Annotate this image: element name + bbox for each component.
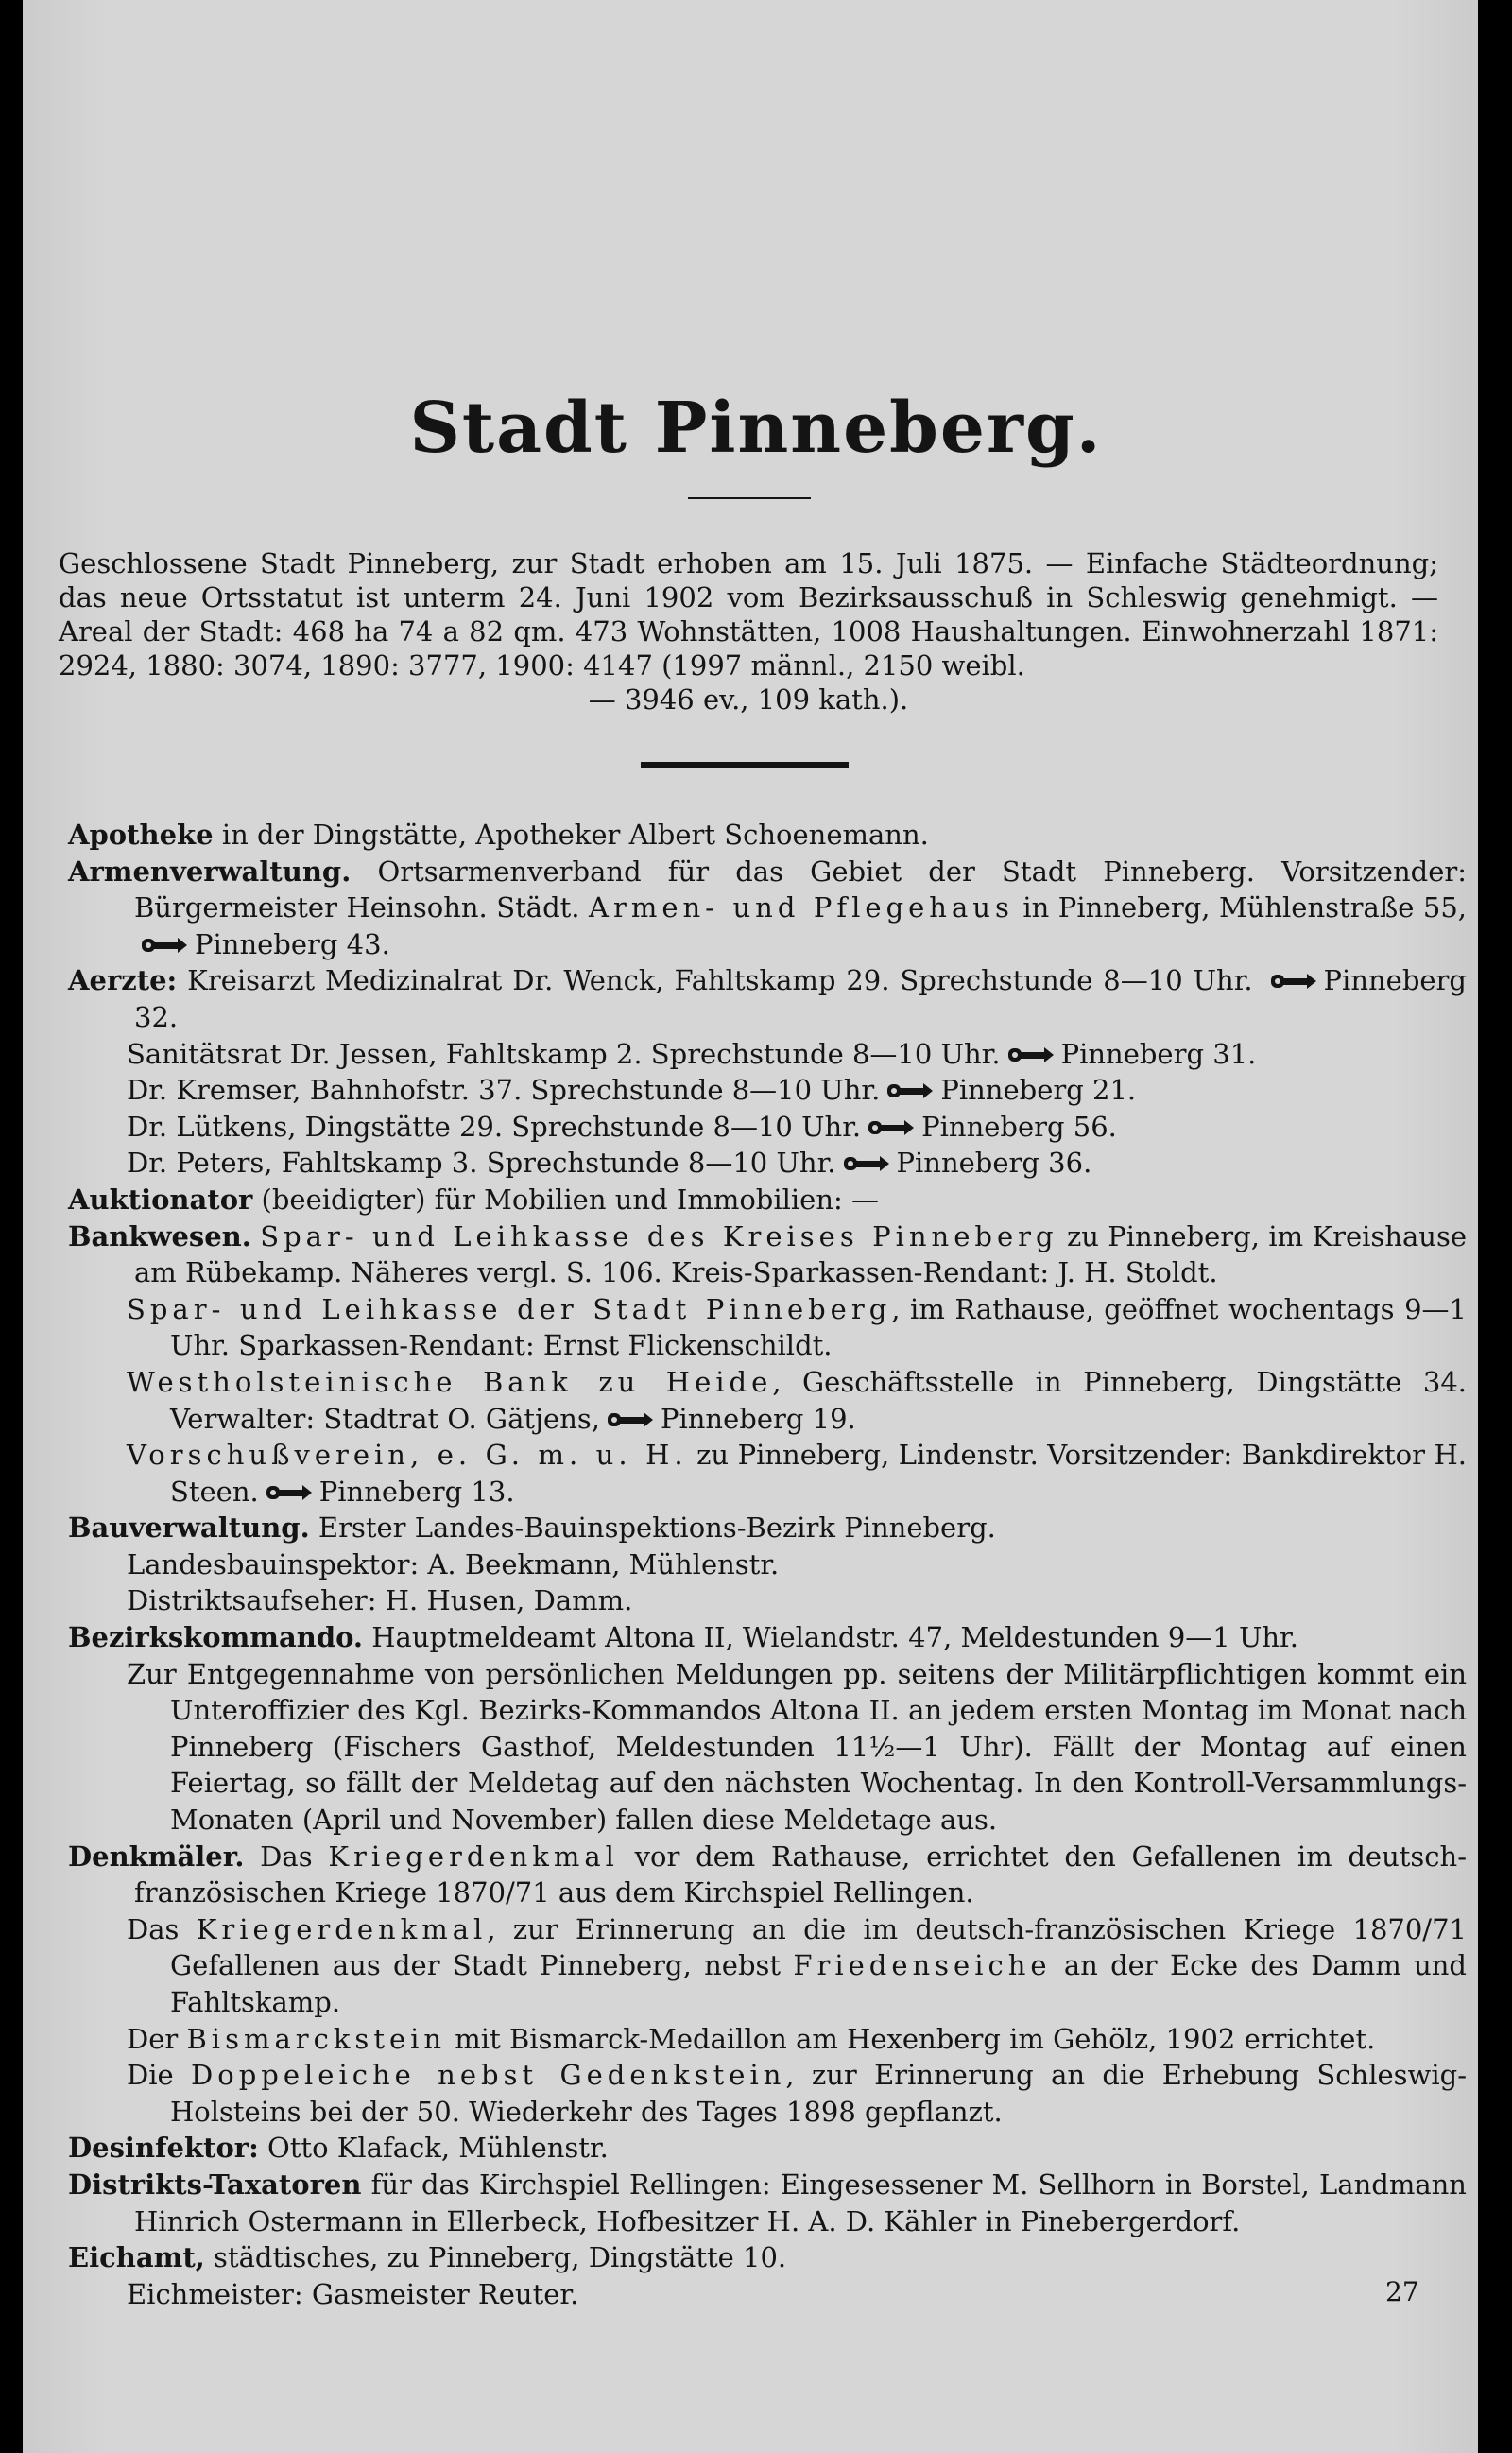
entry-text: Dr. Lütkens, Dingstätte 29. Sprechstunde 8—10 Uhr. <box>127 1110 862 1143</box>
entry-aerzte <box>68 962 1467 1035</box>
telephone-hand-icon <box>140 933 189 958</box>
entry-text: für das Kirchspiel Rellingen: Eingesessener M. Sellhorn in Borstel, Landmann Hinrich Ostermann in Ellerbeck, Hofbesitzer H. A. D. Kähler in Pinebergerdorf. <box>134 2168 1467 2237</box>
entry-text: Erster Landes-Bauinspektions-Bezirk Pinneberg. <box>309 1512 996 1545</box>
telephone-number: Pinneberg 31. <box>1060 1037 1257 1070</box>
entry-spaced-text: Westholsteinische Bank zu Heide <box>127 1365 773 1398</box>
sub-entry-denkmal <box>68 2021 1467 2058</box>
entry-text: , Geschäftsstelle in Pinneberg, Dingstätte 34. Verwalter: Stadtrat O. Gätjens, <box>170 1365 1467 1435</box>
telephone-hand-icon <box>842 1151 891 1176</box>
entry-text: Sanitätsrat Dr. Jessen, Fahltskamp 2. Sprechstunde 8—10 Uhr. <box>127 1037 1001 1070</box>
entry-text: zu Pinneberg, Lindenstr. Vorsitzender: Bankdirektor H. Steen. <box>170 1439 1467 1508</box>
intro-text: Geschlossene Stadt Pinneberg, zur Stadt erhoben am 15. Juli 1875. — Einfache Städteordnung; das neue Ortsstatut ist unterm 24. Juni 1902 vom Bezirksausschuß in Schleswig genehmigt. — Areal der Stadt: 468 ha 74 a 82 qm. 473 Wohnstätten, 1008 Haushaltungen. Einwohnerzahl 1871: 2924, 1880: 3074, 1890: 3777, 1900: 4147 (1997 männl., 2150 weibl. <box>59 547 1438 682</box>
entry-text: in Pinneberg, Mühlenstraße 55, <box>1013 891 1467 924</box>
sub-entry-eich: Eichmeister: Gasmeister Reuter. <box>127 2277 579 2310</box>
entry-text: Die <box>127 2059 192 2092</box>
telephone-hand-icon <box>885 1079 935 1103</box>
entry-text: Otto Klafack, Mühlenstr. <box>258 2132 609 2165</box>
entry-spaced-text: Bismarckstein <box>186 2022 447 2055</box>
page-number: 27 <box>1385 2276 1419 2307</box>
entry-text: städtisches, zu Pinneberg, Dingstätte 10. <box>204 2241 787 2274</box>
entry-heading: Bankwesen. <box>68 1219 251 1252</box>
telephone-hand-icon <box>265 1480 314 1505</box>
telephone-number: Pinneberg 21. <box>940 1074 1137 1107</box>
sub-entry-arzt <box>68 1109 1467 1146</box>
entry-spaced-text: Spar- und Leihkasse der Stadt Pinneberg <box>127 1292 892 1325</box>
entry-text: an der Ecke des Damm und Fahltskamp. <box>170 1949 1467 2018</box>
entry-text: Der <box>127 2022 187 2055</box>
entry-text: Dr. Kremser, Bahnhofstr. 37. Sprechstunde 8—10 Uhr. <box>127 1074 881 1107</box>
intro-last-line: — 3946 ev., 109 kath.). <box>588 683 909 716</box>
entry-text: Dr. Peters, Fahltskamp 3. Sprechstunde 8—10 Uhr. <box>127 1147 836 1180</box>
entry-heading: Apotheke <box>68 819 214 851</box>
entry-spaced-text: Spar- und Leihkasse des Kreises Pinneberg <box>260 1219 1058 1252</box>
sub-entry-bau: Landesbauinspektor: A. Beekmann, Mühlenstr. <box>127 1547 780 1581</box>
entry-text: , zur Erinnerung an die Erhebung Schleswig-Holsteins bei der 50. Wiederkehr des Tages 1898 gepflanzt. <box>170 2059 1467 2128</box>
entry-bankwesen <box>68 1218 1467 1291</box>
entry-text: mit Bismarck-Medaillon am Hexenberg im Gehölz, 1902 errichtet. <box>446 2022 1376 2055</box>
entry-text: Das <box>127 1912 197 1945</box>
entry-text: zu Pinneberg, im Kreishause am Rübekamp. Näheres vergl. S. 106. Kreis-Sparkassen-Rendant: J. H. Stoldt. <box>134 1219 1468 1289</box>
entry-spaced-text: Kriegerdenkmal <box>328 1840 619 1873</box>
section-rule <box>641 762 849 768</box>
entry-bezirkskommando <box>68 1619 1467 1656</box>
entry-heading: Desinfektor: <box>68 2132 259 2165</box>
telephone-hand-icon <box>606 1408 655 1432</box>
telephone-hand-icon <box>1006 1043 1056 1067</box>
entry-heading: Bezirkskommando. <box>68 1621 364 1654</box>
sub-entry-bau: Distriktsaufseher: H. Husen, Damm. <box>127 1584 633 1617</box>
intro-paragraph <box>59 546 1438 717</box>
sub-entry-bank <box>68 1291 1467 1364</box>
telephone-number: Pinneberg 36. <box>896 1147 1092 1180</box>
sub-entry-denkmal <box>68 2057 1467 2130</box>
entry-text: , im Rathause, geöffnet wochentags 9—1 Uhr. Sparkassen-Rendant: Ernst Flickenschildt. <box>170 1292 1467 1362</box>
entry-desinfektor <box>68 2130 1467 2167</box>
entry-text: Das <box>244 1840 329 1873</box>
entry-denkmaeler <box>68 1839 1467 1911</box>
sub-entry-denkmal <box>68 1911 1467 2021</box>
entry-heading: Distrikts-Taxatoren <box>68 2168 362 2201</box>
entry-armenverwaltung <box>68 854 1467 963</box>
sub-entry-bank <box>68 1364 1467 1437</box>
entry-heading: Denkmäler. <box>68 1840 245 1873</box>
entry-spaced-text: Armen- und Pflegehaus <box>589 891 1014 924</box>
entry-heading: Bauverwaltung. <box>68 1512 310 1545</box>
entry-heading: Auktionator <box>68 1183 253 1216</box>
entry-heading: Eichamt, <box>68 2241 205 2274</box>
entry-text: Ortsarmenverband für das Gebiet der Stadt Pinneberg. Vorsitzender: Bürgermeister Heinsohn. Städt. <box>134 855 1467 924</box>
book-page <box>23 0 1478 2453</box>
sub-entry-bank <box>68 1437 1467 1510</box>
telephone-number: Pinneberg 43. <box>195 927 390 960</box>
page-title: Stadt Pinneberg. <box>409 388 1103 469</box>
entry-eichamt <box>68 2239 1467 2276</box>
telephone-hand-icon <box>1269 969 1318 993</box>
entry-text: (beeidigter) für Mobilien und Immobilien: — <box>252 1183 879 1216</box>
directory-entries <box>68 817 1467 2312</box>
entry-text: Kreisarzt Medizinalrat Dr. Wenck, Fahltskamp 29. Sprechstunde 8—10 Uhr. <box>177 964 1253 997</box>
telephone-number: Pinneberg 13. <box>318 1475 515 1508</box>
sub-entry-bezirk: Zur Entgegennahme von persönlichen Meldungen pp. seitens der Militärpflichtigen kommt ein Unteroffizier des Kgl. Bezirks-Kommandos Altona II. an jedem ersten Montag im Monat nach Pinneberg (Fischers Gasthof, Meldestunden 11½—1 Uhr). Fällt der Montag auf einen Feiertag, so fällt der Meldetag auf den nächsten Wochentag. In den Kontroll-Versammlungs-Monaten (April und November) fallen diese Meldetage aus. <box>127 1657 1467 1837</box>
telephone-number: Pinneberg 32. <box>134 964 1467 1033</box>
entry-spaced-text: Kriegerdenkmal <box>196 1912 488 1945</box>
entry-text: vor dem Rathause, errichtet den Gefallenen im deutsch-französischen Kriege 1870/71 aus dem Kirchspiel Rellingen. <box>134 1840 1468 1909</box>
entry-apotheke <box>68 817 1467 854</box>
entry-heading: Armenverwaltung. <box>68 855 352 888</box>
sub-entry-arzt <box>68 1145 1467 1182</box>
title-rule <box>688 497 811 499</box>
entry-spaced-text: Friedenseiche <box>793 1949 1052 1982</box>
entry-heading: Aerzte: <box>68 964 178 997</box>
entry-distrikts-taxatoren <box>68 2167 1467 2239</box>
telephone-hand-icon <box>867 1115 916 1140</box>
sub-entry-arzt <box>68 1072 1467 1109</box>
entry-spaced-text: Doppeleiche nebst Gedenkstein <box>191 2059 786 2092</box>
entry-text: in der Dingstätte, Apotheker Albert Schoenemann. <box>213 819 929 851</box>
entry-auktionator <box>68 1182 1467 1218</box>
telephone-number: Pinneberg 19. <box>660 1402 856 1435</box>
entry-text: Hauptmeldeamt Altona II, Wielandstr. 47, Meldestunden 9—1 Uhr. <box>363 1621 1298 1654</box>
sub-entry-arzt <box>68 1036 1467 1073</box>
telephone-number: Pinneberg 56. <box>921 1110 1117 1143</box>
entry-spaced-text: Vorschußverein, e. G. m. u. H. <box>127 1439 688 1472</box>
entry-bauverwaltung <box>68 1510 1467 1546</box>
entry-text: , zur Erinnerung an die im deutsch-französischen Kriege 1870/71 Gefallenen aus der Stadt Pinneberg, nebst <box>170 1912 1467 1982</box>
